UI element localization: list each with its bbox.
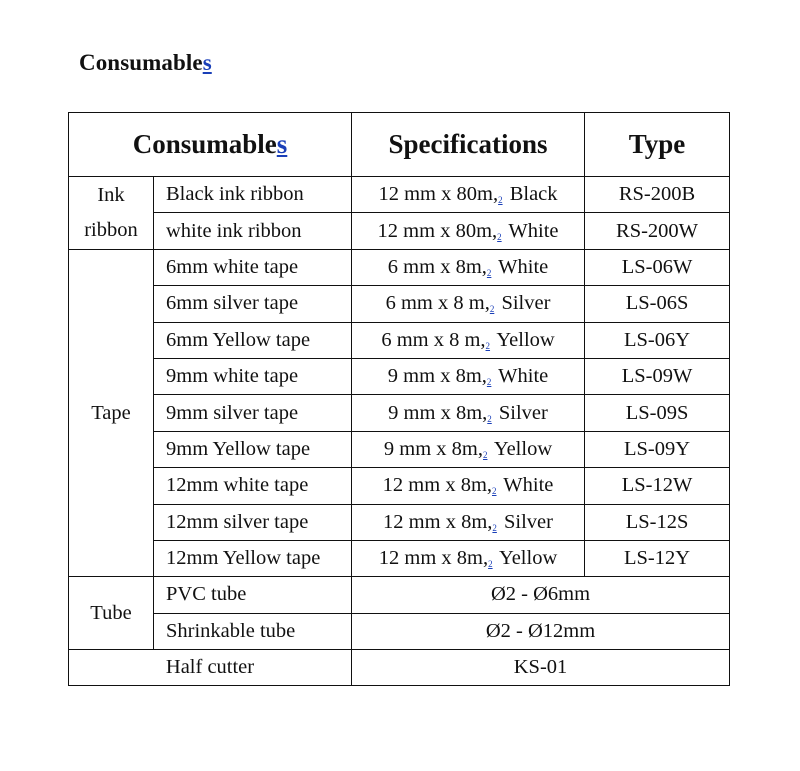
header-type: Type <box>585 113 730 177</box>
table-row <box>69 249 730 285</box>
item-cell: 6mm Yellow tape <box>154 322 352 358</box>
spec-cell: 12 mm x 80m,2 Black <box>352 177 585 213</box>
spec-cell: 6 mm x 8 m,2 Yellow <box>352 322 585 358</box>
table-header-row <box>69 113 730 177</box>
item-cell: 12mm Yellow tape <box>154 540 352 576</box>
type-cell: LS-12S <box>585 504 730 540</box>
group-label-tube: Tube <box>69 577 154 650</box>
spec-cell: 12 mm x 8m,2 Yellow <box>352 540 585 576</box>
table-row <box>69 358 730 394</box>
type-cell: LS-06Y <box>585 322 730 358</box>
type-cell: LS-09S <box>585 395 730 431</box>
item-cell: 12mm silver tape <box>154 504 352 540</box>
table-row <box>69 431 730 467</box>
type-cell: LS-12Y <box>585 540 730 576</box>
spec-cell: 9 mm x 8m,2 White <box>352 358 585 394</box>
item-cell: 9mm white tape <box>154 358 352 394</box>
type-cell: LS-09W <box>585 358 730 394</box>
spec-cell: Ø2 - Ø12mm <box>352 613 730 649</box>
header-specifications: Specifications <box>352 113 585 177</box>
type-cell: LS-12W <box>585 468 730 504</box>
spec-cell: 6 mm x 8 m,2 Silver <box>352 286 585 322</box>
item-cell: Shrinkable tube <box>154 613 352 649</box>
spec-cell: 9 mm x 8m,2 Yellow <box>352 431 585 467</box>
item-cell: 12mm white tape <box>154 468 352 504</box>
spec-cell: 9 mm x 8m,2 Silver <box>352 395 585 431</box>
type-cell: LS-09Y <box>585 431 730 467</box>
table-row <box>69 177 730 213</box>
item-cell: white ink ribbon <box>154 213 352 249</box>
spec-cell: 12 mm x 8m,2 Silver <box>352 504 585 540</box>
table-row <box>69 213 730 249</box>
item-cell: 6mm silver tape <box>154 286 352 322</box>
group-label-ink-ribbon: Ink ribbon <box>69 177 154 250</box>
type-cell: LS-06W <box>585 249 730 285</box>
table-row <box>69 540 730 576</box>
spec-cell: 6 mm x 8m,2 White <box>352 249 585 285</box>
table-row <box>69 613 730 649</box>
item-cell-half-cutter: Half cutter <box>69 650 352 686</box>
type-cell-half-cutter: KS-01 <box>352 650 730 686</box>
table-row <box>69 650 730 686</box>
spec-cell: 12 mm x 80m,2 White <box>352 213 585 249</box>
heading-suffix-link[interactable]: s <box>202 50 212 75</box>
table-row <box>69 577 730 613</box>
table-row <box>69 468 730 504</box>
page-title: Consumables <box>79 50 212 75</box>
type-cell: RS-200B <box>585 177 730 213</box>
item-cell: 9mm silver tape <box>154 395 352 431</box>
table-row <box>69 504 730 540</box>
table-row <box>69 286 730 322</box>
consumables-table <box>68 112 730 686</box>
type-cell: RS-200W <box>585 213 730 249</box>
item-cell: Black ink ribbon <box>154 177 352 213</box>
spec-cell: 12 mm x 8m,2 White <box>352 468 585 504</box>
spec-cell: Ø2 - Ø6mm <box>352 577 730 613</box>
item-cell: PVC tube <box>154 577 352 613</box>
group-label-tape: Tape <box>69 249 154 577</box>
table-row <box>69 322 730 358</box>
header-suffix-link[interactable]: s <box>276 129 288 159</box>
item-cell: 6mm white tape <box>154 249 352 285</box>
item-cell: 9mm Yellow tape <box>154 431 352 467</box>
type-cell: LS-06S <box>585 286 730 322</box>
header-consumables: Consumables <box>69 113 352 177</box>
table-row <box>69 395 730 431</box>
